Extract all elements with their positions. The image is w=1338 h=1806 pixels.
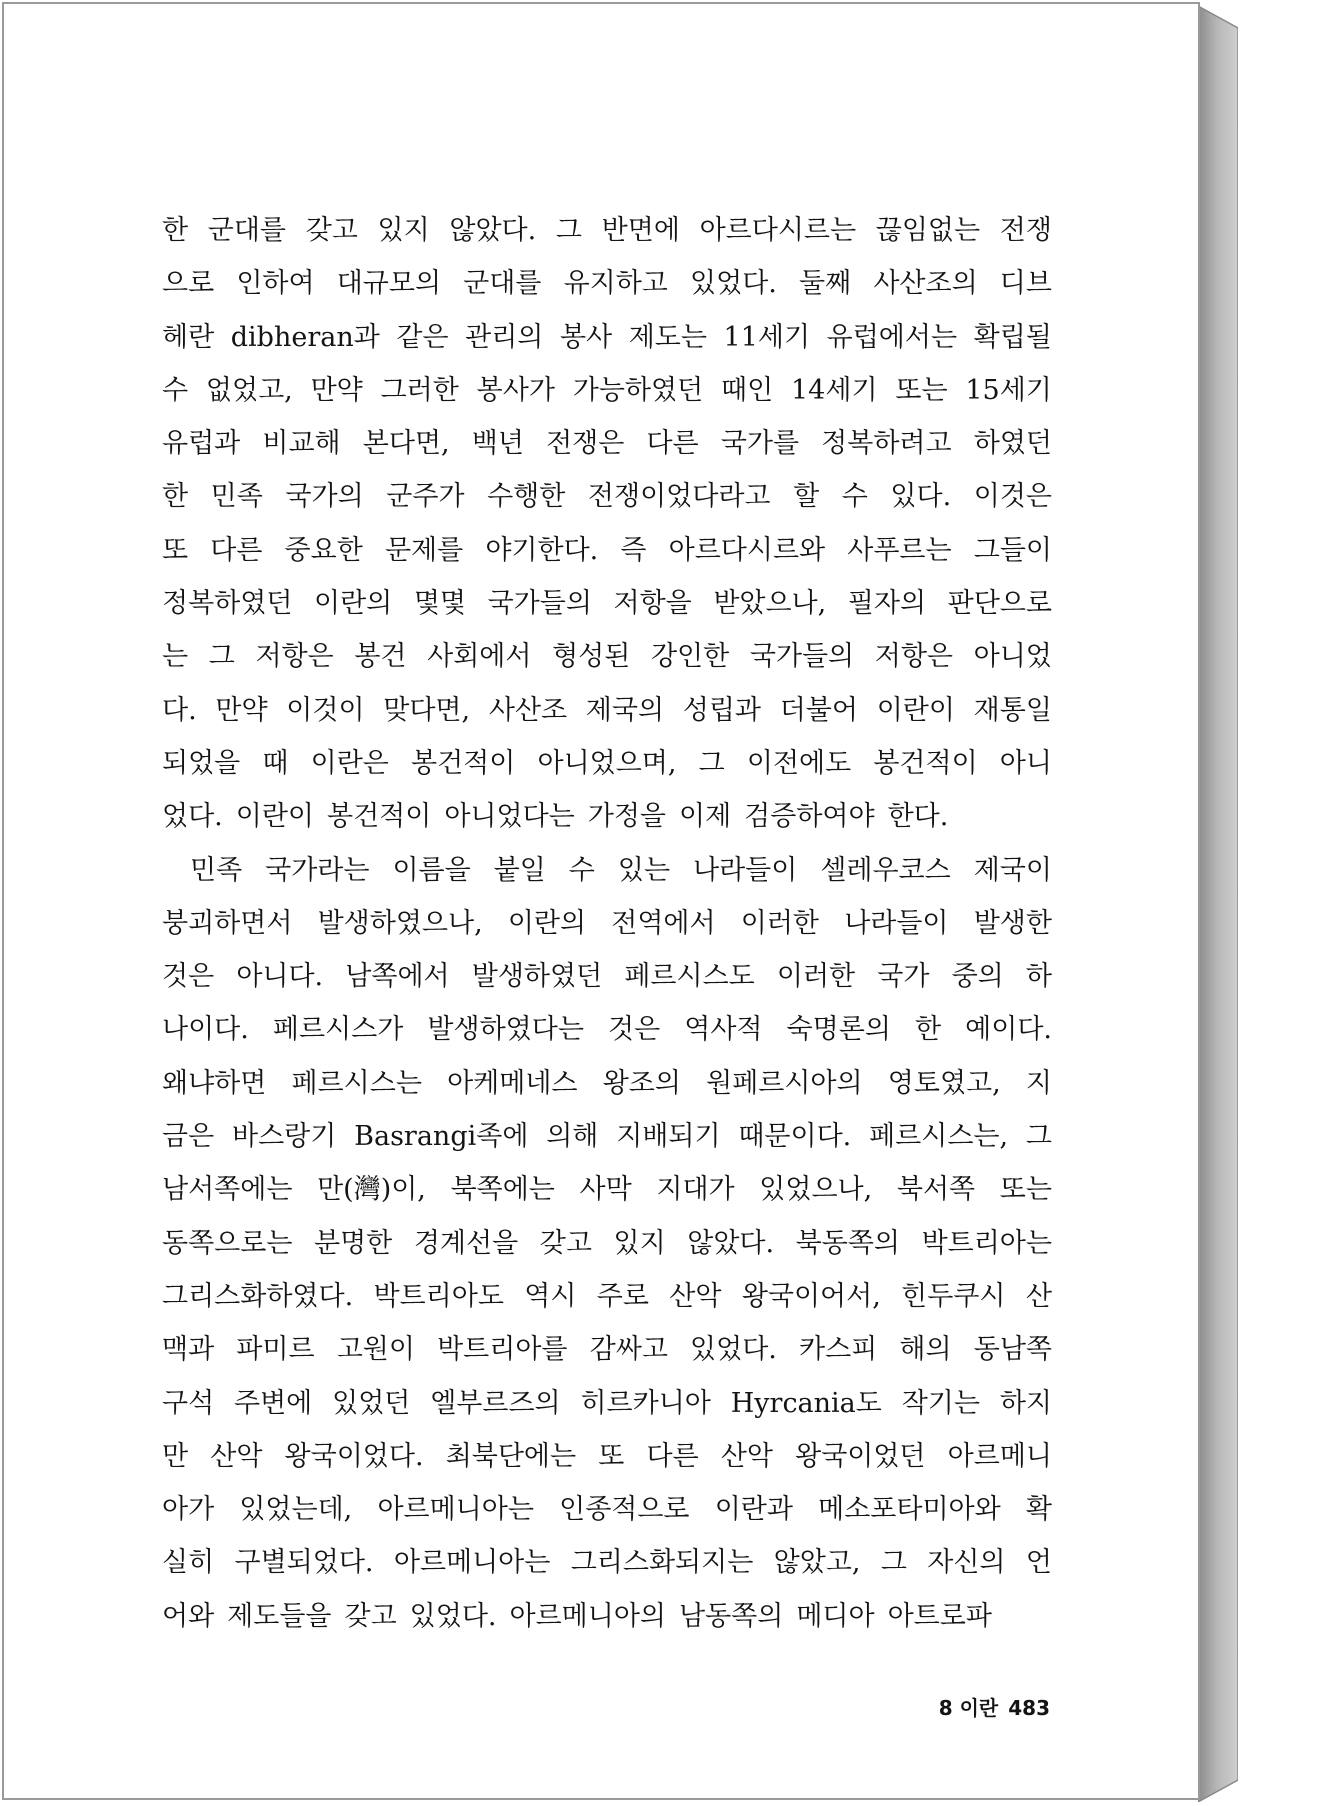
word: 이란은	[310, 747, 389, 779]
word: 이것은	[973, 481, 1052, 513]
word: 이란이	[876, 694, 955, 726]
word: 분명한	[314, 1227, 393, 1259]
word: 왜냐하면	[162, 1067, 267, 1099]
text-line	[162, 311, 1052, 364]
word: 북동쪽의	[795, 1227, 900, 1259]
word: 박트리아를	[437, 1334, 568, 1366]
word: 문제를	[384, 534, 464, 566]
word: 다른	[646, 428, 699, 460]
word: 한다.	[887, 801, 949, 833]
word: 사산조	[488, 694, 568, 726]
word: 의해	[546, 1121, 599, 1153]
word: 전쟁이었다라고	[587, 481, 771, 513]
word: 있었다.	[690, 268, 777, 300]
word: 필자의	[847, 588, 927, 620]
word: 엘부르즈의	[430, 1387, 561, 1419]
word: 아니었으며,	[537, 747, 677, 779]
word: 나라들이	[693, 854, 798, 886]
word: 즉	[620, 534, 647, 566]
word: 역시	[524, 1280, 577, 1312]
word: 헤란	[162, 321, 215, 353]
word: 그	[698, 747, 725, 779]
word: 남동쪽의	[679, 1600, 784, 1632]
word: 히르카니아	[580, 1387, 711, 1419]
word: 이란의	[507, 907, 587, 939]
word: 확립될	[973, 321, 1052, 353]
word: 만약	[310, 374, 363, 406]
chapter-label: 8 이란	[938, 1696, 999, 1720]
word: 제국의	[585, 694, 665, 726]
word: 관리의	[465, 321, 544, 353]
word: 또	[162, 534, 189, 566]
word: 끊임없는	[875, 215, 981, 246]
word: 그러한	[380, 374, 459, 406]
word: 해의	[899, 1334, 952, 1366]
word: 아르메니	[947, 1440, 1052, 1472]
word: 검증하여야	[744, 801, 875, 833]
word: 할	[793, 481, 820, 513]
word: 때문이다.	[738, 1121, 852, 1153]
word: 다른	[646, 1440, 699, 1472]
text-line	[162, 790, 1052, 843]
word: 것은	[608, 1014, 661, 1046]
word: 있었다.	[409, 1600, 497, 1632]
word: 있었다.	[690, 1334, 777, 1366]
word: 저항을	[613, 588, 692, 620]
word: 그리스화되지는	[570, 1547, 754, 1579]
word: 있지	[613, 1227, 666, 1259]
word: 사회에서	[427, 641, 532, 673]
word: 동남쪽	[973, 1334, 1052, 1366]
word: 인하여	[236, 268, 315, 300]
word: 맥과	[162, 1334, 215, 1366]
word: 이전에도	[746, 747, 852, 779]
word: 수행한	[487, 481, 566, 513]
word: 갖고	[344, 1600, 397, 1632]
word: 만	[162, 1440, 189, 1472]
text-line	[162, 1536, 1052, 1589]
word: 한	[162, 215, 189, 246]
word: 갖고	[539, 1227, 592, 1259]
word: 아니었	[973, 641, 1052, 673]
word: 이러한	[740, 907, 820, 939]
text-line	[162, 524, 1052, 577]
word: 으로	[162, 268, 215, 300]
word: 최북단에는	[445, 1440, 577, 1472]
word: 전쟁은	[546, 428, 625, 460]
text-line	[162, 470, 1052, 523]
text-line	[162, 737, 1052, 790]
word: 군대를	[207, 215, 287, 246]
word: 박트리아는	[921, 1227, 1052, 1259]
word: 것은	[162, 961, 215, 993]
word: 남서쪽에는	[162, 1174, 293, 1206]
word: 또는	[895, 374, 948, 406]
word: 아르다시르와	[668, 534, 826, 566]
word: 주로	[596, 1280, 649, 1312]
word: 정복하였던	[162, 588, 293, 620]
word: 산악	[210, 1440, 263, 1472]
text-line	[162, 1270, 1052, 1323]
word: 하였던	[973, 428, 1052, 460]
word: 아르메니아는	[393, 1547, 551, 1579]
word: 북쪽에는	[450, 1174, 555, 1206]
word: 봉사가	[476, 374, 555, 406]
word: 발생하였으나,	[317, 907, 483, 939]
word: 만약	[215, 694, 268, 726]
text-line	[162, 364, 1052, 417]
word: 구별되었다.	[234, 1547, 374, 1579]
word: 있다.	[890, 481, 952, 513]
text-line	[162, 1590, 1052, 1643]
word: 제도들을	[227, 1600, 332, 1632]
text-line	[162, 1163, 1052, 1216]
page-edge-spine	[1198, 6, 1238, 1802]
word: 봉건	[354, 641, 407, 673]
word: 힌두쿠시	[901, 1280, 1006, 1312]
word: 이것이	[286, 694, 365, 726]
word: 않았다.	[449, 215, 537, 246]
word: 아트로파	[887, 1600, 992, 1632]
word: dibheran과	[230, 321, 380, 353]
word: 본다면,	[362, 428, 450, 460]
word: 붙일	[493, 854, 546, 886]
word: 나라들이	[844, 907, 949, 939]
word: 유지하고	[563, 268, 668, 300]
word: 형성된	[552, 641, 631, 673]
word: 봉건적이	[873, 747, 978, 779]
text-line	[162, 1110, 1052, 1163]
word: 가정을	[587, 801, 666, 833]
word: 되었을	[162, 747, 241, 779]
word: 군대를	[463, 268, 542, 300]
word: 수	[162, 374, 189, 406]
word: 한	[914, 1014, 942, 1046]
word: 국가라는	[265, 854, 370, 886]
text-line	[162, 684, 1052, 737]
word: Hyrcania도	[730, 1387, 882, 1419]
word: 갖고	[305, 215, 358, 246]
word: 반면에	[601, 215, 680, 246]
word: 다른	[210, 534, 263, 566]
word: 아니다.	[236, 961, 324, 993]
page-footer	[914, 1692, 1050, 1721]
word: 그	[1025, 1121, 1052, 1153]
word: 대규모의	[336, 268, 442, 300]
word: 사막	[579, 1174, 632, 1206]
word: 인종적으로	[559, 1494, 690, 1526]
word: 국가	[877, 961, 930, 993]
book-page	[2, 2, 1200, 1800]
word: 때	[262, 747, 289, 779]
word: 그	[208, 641, 235, 673]
word: 산악	[720, 1440, 773, 1472]
word: 있었던	[332, 1387, 411, 1419]
word: 어와	[162, 1600, 215, 1632]
word: 하	[1025, 961, 1052, 993]
word: 이러한	[776, 961, 856, 993]
text-line	[162, 1323, 1052, 1376]
word: 작기는	[901, 1387, 980, 1419]
word: 않았고,	[773, 1547, 861, 1579]
word: 있지	[377, 215, 430, 246]
word: 판단으로	[947, 588, 1052, 620]
word: 발생하였던	[471, 961, 603, 993]
word: 한	[162, 481, 189, 513]
word: 않았다.	[687, 1227, 775, 1259]
word: 실히	[162, 1547, 215, 1579]
word: 영토였고,	[887, 1067, 1001, 1099]
word: 유럽에서는	[826, 321, 958, 353]
word: 언	[1025, 1547, 1052, 1579]
word: 11세기	[723, 321, 811, 353]
word: 재통일	[973, 694, 1052, 726]
word: 왕국이었다.	[284, 1440, 424, 1472]
word: 왕조의	[602, 1067, 681, 1099]
word: 다.	[162, 694, 197, 726]
word: 만(灣)이,	[317, 1174, 426, 1206]
word: 아가	[162, 1494, 215, 1526]
word: 주변에	[234, 1387, 313, 1419]
word: 고원이	[336, 1334, 415, 1366]
word: 아르메니아는	[377, 1494, 534, 1526]
text-line	[162, 844, 1052, 897]
word: 페르시스도	[624, 961, 755, 993]
word: 봉건적이	[411, 747, 516, 779]
text-line	[162, 1057, 1052, 1110]
word: 이란의	[314, 588, 393, 620]
word: 몇몇	[413, 588, 466, 620]
text-line	[162, 1377, 1052, 1430]
text-line	[162, 897, 1052, 950]
word: 아케메네스	[447, 1067, 578, 1099]
word: 백년	[471, 428, 524, 460]
text-line	[162, 1217, 1052, 1270]
word: 하지	[999, 1387, 1052, 1419]
word: 저항은	[255, 641, 334, 673]
word: 둘째	[799, 268, 852, 300]
word: 제국이	[973, 854, 1052, 886]
word: 숙명론의	[786, 1014, 891, 1046]
word: 붕괴하면서	[162, 907, 293, 939]
word: 국가들의	[749, 641, 855, 673]
word: 박트리아도	[373, 1280, 504, 1312]
word: 그들이	[973, 534, 1052, 566]
word: 지	[1025, 1067, 1052, 1099]
page-number: 483	[1008, 1696, 1050, 1720]
word: 바스랑기	[231, 1121, 337, 1153]
text-line	[162, 630, 1052, 683]
word: 가능하였던	[572, 374, 704, 406]
text-line	[162, 1003, 1052, 1056]
word: 때인	[721, 374, 774, 406]
word: 발생한	[973, 907, 1052, 939]
word: 전쟁	[999, 215, 1052, 246]
word: 강인한	[650, 641, 730, 673]
word: 자신의	[927, 1547, 1006, 1579]
word: 이란과	[714, 1494, 793, 1526]
word: 동쪽으로는	[162, 1227, 293, 1259]
body-text	[162, 204, 1052, 1643]
word: 비교해	[262, 428, 341, 460]
word: 메소포타미아와	[818, 1494, 1001, 1526]
word: 이름을	[392, 854, 471, 886]
word: 성립과	[682, 694, 761, 726]
word: 정복하려고	[821, 428, 952, 460]
word: 나이다.	[162, 1014, 249, 1046]
word: 카스피	[799, 1334, 878, 1366]
word: 메디아	[796, 1600, 875, 1632]
text-line	[162, 1483, 1052, 1536]
word: 같은	[396, 321, 449, 353]
word: 제도는	[628, 321, 707, 353]
word: 지대가	[656, 1174, 735, 1206]
word: 그리스화하였다.	[162, 1280, 354, 1312]
word: 아르다시르는	[699, 215, 857, 246]
word: 왕국이어서,	[741, 1280, 881, 1312]
text-line	[162, 257, 1052, 310]
word: 북서쪽	[896, 1174, 976, 1206]
word: 사산조의	[873, 268, 978, 300]
word: Basrangi족에	[354, 1121, 529, 1153]
word: 아니었다는	[444, 801, 575, 833]
word: 지배되기	[616, 1121, 721, 1153]
word: 왕국이었던	[795, 1440, 926, 1472]
word: 민족	[190, 854, 243, 886]
text-line	[162, 204, 1052, 257]
word: 었다.	[162, 801, 223, 833]
word: 금은	[162, 1121, 215, 1153]
word: 있었으나,	[759, 1174, 873, 1206]
word: 디브	[999, 268, 1052, 300]
word: 산	[1025, 1280, 1052, 1312]
word: 야기한다.	[485, 534, 599, 566]
word: 역사적	[684, 1014, 763, 1046]
word: 14세기	[791, 374, 878, 406]
word: 페르시스는,	[869, 1121, 1009, 1153]
word: 이제	[679, 801, 732, 833]
text-line	[162, 417, 1052, 470]
word: 셀레우코스	[820, 854, 951, 886]
word: 수	[568, 854, 595, 886]
word: 사푸르는	[847, 534, 952, 566]
word: 있는	[617, 854, 671, 886]
word: 봉건적이	[327, 801, 432, 833]
word: 이란이	[235, 801, 314, 833]
word: 저항은	[874, 641, 954, 673]
word: 남쪽에서	[345, 961, 450, 993]
word: 민족	[210, 481, 263, 513]
word: 15세기	[965, 374, 1052, 406]
word: 그	[555, 215, 582, 246]
word: 감싸고	[589, 1334, 668, 1366]
word: 군주가	[386, 481, 465, 513]
word: 중의	[951, 961, 1004, 993]
word: 페르시스는	[291, 1067, 422, 1099]
word: 원페르시아의	[706, 1067, 863, 1099]
word: 아르메니아의	[509, 1600, 667, 1632]
word: 또는	[999, 1174, 1052, 1206]
word: 그	[880, 1547, 907, 1579]
word: 없었고,	[205, 374, 293, 406]
word: 는	[162, 641, 189, 673]
text-line	[162, 1430, 1052, 1483]
word: 유럽과	[162, 428, 241, 460]
word: 봉사	[559, 321, 613, 353]
word: 또	[598, 1440, 625, 1472]
word: 더불어	[779, 694, 858, 726]
word: 발생하였다는	[427, 1014, 584, 1046]
word: 중요한	[284, 534, 363, 566]
word: 있었는데,	[239, 1494, 353, 1526]
word: 맞다면,	[383, 694, 471, 726]
word: 구석	[162, 1387, 215, 1419]
word: 수	[841, 481, 868, 513]
word: 예이다.	[965, 1014, 1052, 1046]
word: 받았으나,	[713, 588, 827, 620]
word: 경계선을	[413, 1227, 519, 1259]
text-line	[162, 950, 1052, 1003]
word: 전역에서	[611, 907, 716, 939]
word: 국가를	[720, 428, 800, 460]
word: 확	[1025, 1494, 1052, 1526]
word: 산악	[669, 1280, 722, 1312]
word: 페르시스가	[272, 1014, 404, 1046]
word: 아니	[999, 747, 1052, 779]
word: 국가들의	[487, 588, 592, 620]
word: 국가의	[285, 481, 364, 513]
word: 파미르	[236, 1334, 315, 1366]
text-line	[162, 577, 1052, 630]
